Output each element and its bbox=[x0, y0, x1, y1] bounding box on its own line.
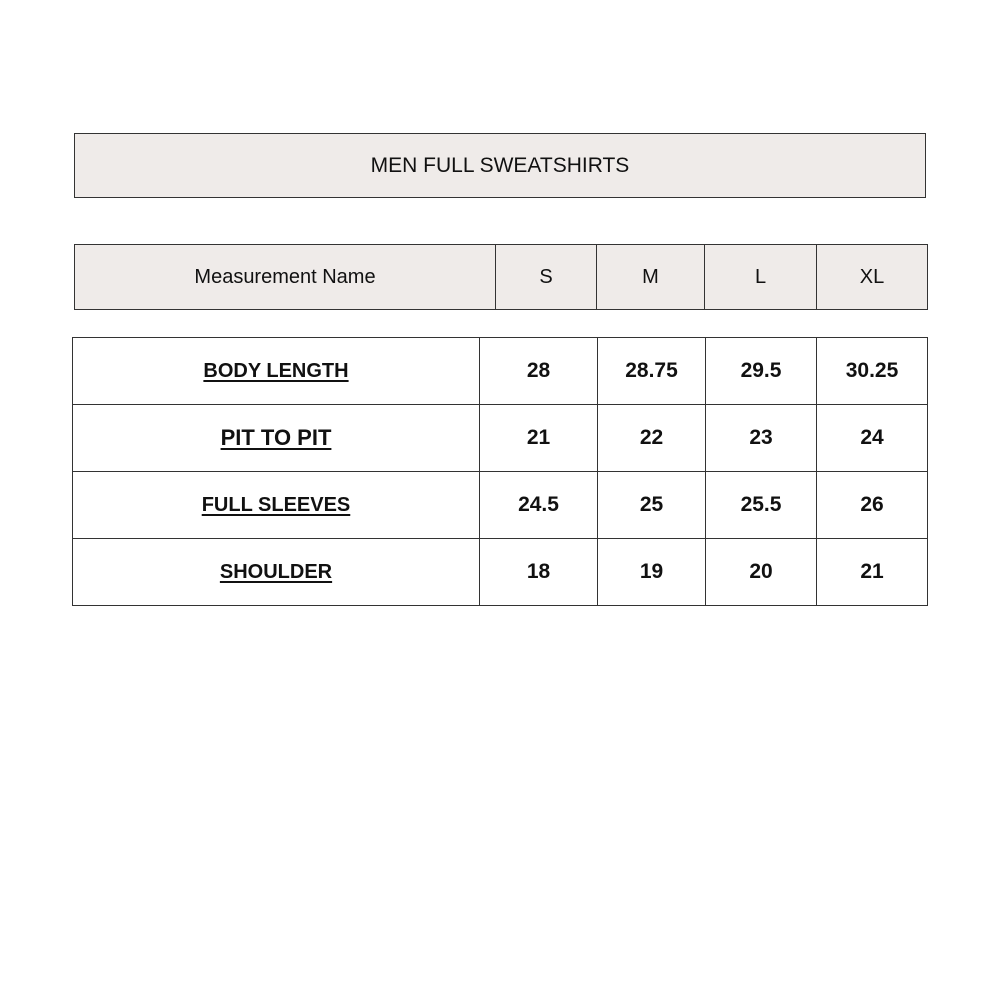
value-cell: 25.5 bbox=[706, 472, 817, 539]
table-row bbox=[73, 405, 928, 472]
value-cell: 20 bbox=[706, 539, 817, 606]
row-label-body-length: BODY LENGTH bbox=[73, 338, 480, 405]
value-cell: 21 bbox=[480, 405, 598, 472]
row-label-pit-to-pit: PIT TO PIT bbox=[73, 405, 480, 472]
value-cell: 30.25 bbox=[817, 338, 928, 405]
row-label-shoulder: SHOULDER bbox=[73, 539, 480, 606]
header-row bbox=[75, 245, 928, 310]
value-cell: 22 bbox=[598, 405, 706, 472]
value-cell: 26 bbox=[817, 472, 928, 539]
value-cell: 19 bbox=[598, 539, 706, 606]
value-cell: 21 bbox=[817, 539, 928, 606]
value-cell: 24 bbox=[817, 405, 928, 472]
value-cell: 25 bbox=[598, 472, 706, 539]
value-cell: 29.5 bbox=[706, 338, 817, 405]
size-header-m: M bbox=[597, 245, 705, 310]
measurements-table bbox=[72, 337, 928, 606]
value-cell: 24.5 bbox=[480, 472, 598, 539]
table-row bbox=[73, 338, 928, 405]
chart-title: MEN FULL SWEATSHIRTS bbox=[74, 133, 926, 198]
table-row bbox=[73, 472, 928, 539]
value-cell: 28 bbox=[480, 338, 598, 405]
size-header-l: L bbox=[705, 245, 817, 310]
table-row bbox=[73, 539, 928, 606]
measurement-name-header: Measurement Name bbox=[75, 245, 496, 310]
size-header-xl: XL bbox=[817, 245, 928, 310]
value-cell: 18 bbox=[480, 539, 598, 606]
value-cell: 28.75 bbox=[598, 338, 706, 405]
size-header-table bbox=[74, 244, 928, 310]
size-header-s: S bbox=[496, 245, 597, 310]
value-cell: 23 bbox=[706, 405, 817, 472]
row-label-full-sleeves: FULL SLEEVES bbox=[73, 472, 480, 539]
